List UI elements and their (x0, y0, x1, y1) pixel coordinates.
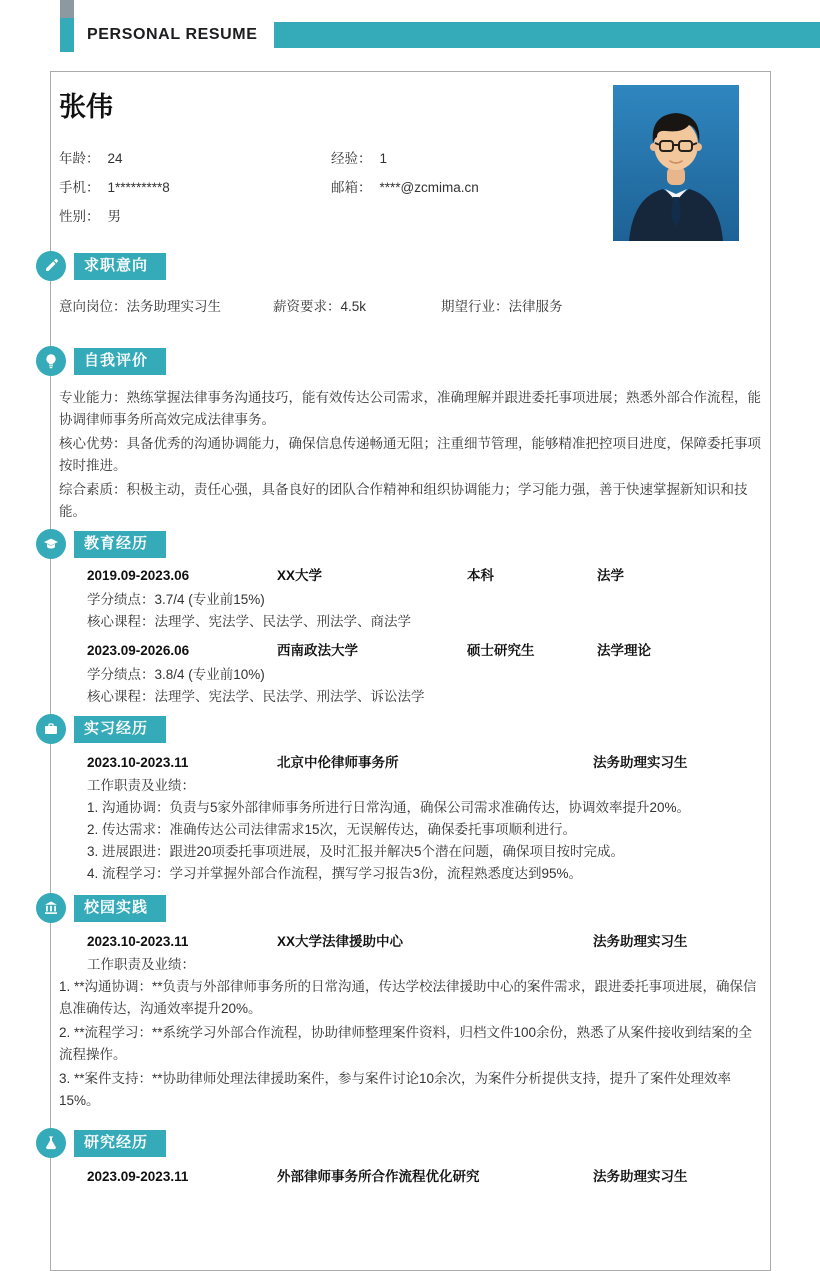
education-period: 2019.09-2023.06 (87, 568, 190, 583)
banner-title: PERSONAL RESUME (87, 26, 258, 43)
banner-accent-block (60, 18, 74, 52)
education-entry-header (87, 642, 770, 660)
evaluation-paragraphs (59, 387, 762, 523)
building-icon (36, 893, 66, 923)
section-title-intention: 求职意向 (74, 253, 166, 280)
briefcase-icon (36, 714, 66, 744)
field-value: 男 (107, 209, 121, 224)
banner-bar (274, 22, 820, 48)
evaluation-paragraph: 专业能力：熟练掌握法律事务沟通技巧，能有效传达公司需求，准确理解并跟进委托事项进展；熟悉外部合作流程，能协调律师事务所高效完成法律事务。 (59, 390, 761, 427)
section-header-education (36, 529, 770, 559)
field-label: 性别： (59, 209, 100, 224)
internship-role: 法务助理实习生 (593, 755, 688, 770)
education-entry (87, 567, 770, 631)
top-banner (60, 18, 820, 52)
campus-period: 2023.10-2023.11 (87, 934, 189, 949)
intention-salary: 薪资要求：4.5k (273, 299, 367, 314)
internship-item: 2. 传达需求：准确传达公司法律需求15次，无误解传达，确保委托事项顺利进行。 (87, 822, 577, 837)
campus-item: 1. **沟通协调：**负责与外部律师事务所的日常沟通，传达学校法律援助中心的案件需求，跟进委托事项进展，确保信息准确传达，沟通效率提升20%。 (59, 979, 757, 1016)
field-label: 经验： (331, 151, 372, 166)
education-degree: 本科 (467, 568, 494, 583)
campus-organization: XX大学法律援助中心 (277, 934, 404, 949)
campus-entry-header (87, 933, 770, 951)
field-label: 邮箱： (331, 180, 372, 195)
internship-items (87, 797, 762, 885)
graduation-cap-icon (36, 529, 66, 559)
evaluation-paragraph: 核心优势：具备优秀的沟通协调能力，确保信息传递畅通无阻；注重细节管理，能够精准把控项目进度，保障委托事项按时推进。 (59, 436, 761, 473)
section-header-internship (36, 714, 770, 744)
field-value: 24 (107, 151, 123, 166)
internship-item: 1. 沟通协调：负责与5家外部律师事务所进行日常沟通，确保公司需求准确传达，协调效率提升20%。 (87, 800, 691, 815)
field-value: ****@zcmima.cn (379, 180, 479, 195)
section-title-evaluation: 自我评价 (74, 348, 166, 375)
research-role: 法务助理实习生 (593, 1169, 688, 1184)
campus-item: 3. **案件支持：**协助律师处理法律援助案件，参与案件讨论10余次，为案件分析提供支持，提升了案件处理效率15%。 (59, 1071, 732, 1108)
section-title-internship: 实习经历 (74, 716, 166, 743)
internship-period: 2023.10-2023.11 (87, 755, 189, 770)
education-entry (87, 642, 770, 706)
education-school: 西南政法大学 (277, 643, 358, 658)
section-title-education: 教育经历 (74, 531, 166, 558)
section-header-campus (36, 893, 770, 923)
internship-entry-header (87, 754, 770, 772)
field-value: 1*********8 (107, 180, 170, 195)
bulb-icon (36, 346, 66, 376)
education-entry-header (87, 567, 770, 585)
campus-item: 2. **流程学习：**系统学习外部合作流程，协助律师整理案件资料，归档文件100余份，熟悉了从案件接收到结案的全流程操作。 (59, 1025, 753, 1062)
internship-item: 3. 进展跟进：跟进20项委托事项进展，及时汇报并解决5个潜在问题，确保项目按时完成。 (87, 844, 625, 859)
campus-items (59, 976, 762, 1112)
research-entry-header (87, 1168, 770, 1186)
banner-accent-top-block (60, 0, 74, 18)
section-header-intention (36, 251, 770, 281)
education-courses: 核心课程：法理学、宪法学、民法学、刑法学、诉讼法学 (87, 689, 425, 704)
candidate-name: 张伟 (59, 92, 113, 122)
education-major: 法学理论 (597, 643, 651, 658)
internship-item: 4. 流程学习：学习并掌握外部合作流程，撰写学习报告3份，流程熟悉度达到95%。 (87, 866, 583, 881)
profile-photo (613, 85, 739, 241)
education-gpa: 学分绩点：3.8/4 (专业前10%) (87, 667, 265, 682)
campus-role: 法务助理实习生 (593, 934, 688, 949)
flask-icon (36, 1128, 66, 1158)
research-period: 2023.09-2023.11 (87, 1169, 189, 1184)
resume-body (50, 71, 771, 1271)
profile-field-email (331, 176, 631, 196)
field-label: 手机： (59, 180, 100, 195)
field-value: 1 (379, 151, 388, 166)
evaluation-paragraph: 综合素质：积极主动，责任心强，具备良好的团队合作精神和组织协调能力；学习能力强，善于快速掌握新知识和技能。 (59, 482, 748, 519)
pen-icon (36, 251, 66, 281)
research-project: 外部律师事务所合作流程优化研究 (277, 1169, 480, 1184)
education-major: 法学 (597, 568, 624, 583)
section-title-research: 研究经历 (74, 1130, 166, 1157)
education-period: 2023.09-2026.06 (87, 643, 190, 658)
section-title-campus: 校园实践 (74, 895, 166, 922)
field-label: 年龄： (59, 151, 100, 166)
intention-row (59, 295, 770, 315)
profile-field-experience (331, 147, 631, 167)
profile-field-age (59, 147, 331, 167)
intention-position: 意向岗位：法务助理实习生 (59, 299, 221, 314)
campus-subtitle: 工作职责及业绩： (87, 957, 195, 972)
education-school: XX大学 (277, 568, 323, 583)
intention-industry: 期望行业：法律服务 (441, 299, 563, 314)
education-degree: 硕士研究生 (467, 643, 535, 658)
internship-organization: 北京中伦律师事务所 (277, 755, 399, 770)
education-gpa: 学分绩点：3.7/4 (专业前15%) (87, 592, 265, 607)
section-header-research (36, 1128, 770, 1158)
internship-subtitle: 工作职责及业绩： (87, 778, 195, 793)
profile-field-gender (59, 205, 331, 225)
profile-field-phone (59, 176, 331, 196)
education-courses: 核心课程：法理学、宪法学、民法学、刑法学、商法学 (87, 614, 411, 629)
section-header-evaluation (36, 346, 770, 376)
